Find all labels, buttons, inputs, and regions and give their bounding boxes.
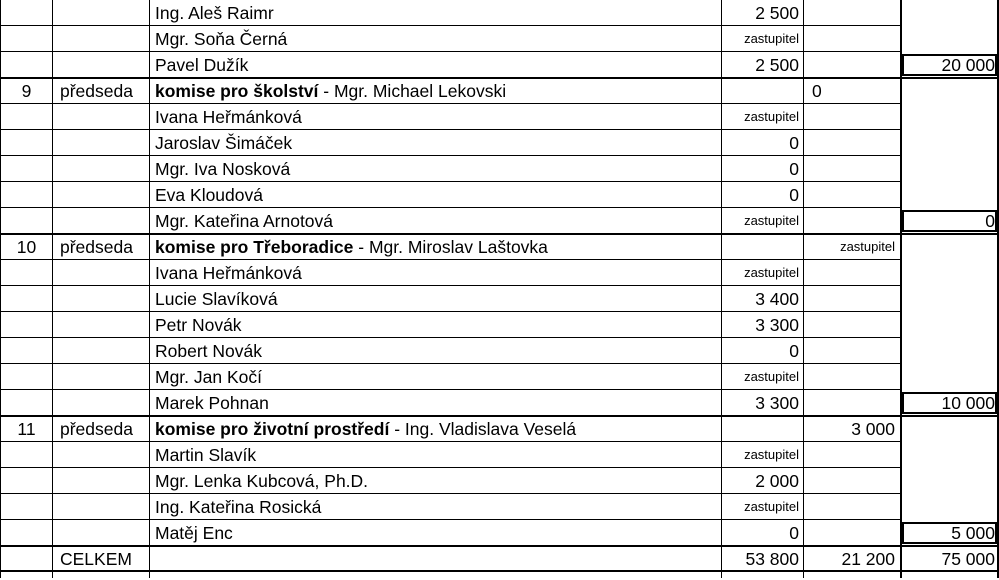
role-cell xyxy=(57,130,149,156)
name-cell: Lucie Slavíková xyxy=(155,289,278,309)
row-number xyxy=(5,182,48,208)
table-row xyxy=(0,208,999,234)
amount-cell: 0 xyxy=(789,159,799,179)
table-row xyxy=(0,182,999,208)
row-number xyxy=(5,0,48,26)
table-row xyxy=(0,520,999,546)
row-number xyxy=(5,338,48,364)
subtotal-cell xyxy=(902,0,998,26)
subtotal-cell xyxy=(902,494,998,520)
table-row xyxy=(0,26,999,52)
subtotal-cell: 0 xyxy=(985,211,995,231)
subtotal-cell xyxy=(902,104,998,130)
role-cell xyxy=(57,156,149,182)
total-row xyxy=(0,546,999,572)
chair-amount-cell xyxy=(806,52,898,78)
name-cell: Mgr. Soňa Černá xyxy=(155,29,288,49)
chair-amount-cell xyxy=(806,208,898,234)
chair-amount-cell: zastupitel xyxy=(840,239,895,254)
name-cell: Martin Slavík xyxy=(155,445,257,465)
row-number: 10 xyxy=(16,237,37,257)
row-number: 9 xyxy=(21,81,32,101)
role-cell xyxy=(57,364,149,390)
subtotal-cell xyxy=(902,78,998,104)
name-cell: Robert Novák xyxy=(155,341,262,361)
subtotal-cell xyxy=(902,182,998,208)
table-row xyxy=(0,0,999,26)
subtotal-cell xyxy=(902,260,998,286)
subtotal-cell xyxy=(902,26,998,52)
chair-amount-cell xyxy=(806,312,898,338)
subtotal-cell xyxy=(902,468,998,494)
chair-amount-cell xyxy=(806,260,898,286)
role-cell xyxy=(57,312,149,338)
role-cell xyxy=(57,0,149,26)
chair-amount-cell xyxy=(806,156,898,182)
row-number xyxy=(5,130,48,156)
subtotal-cell xyxy=(902,286,998,312)
amount-cell xyxy=(724,234,802,260)
amount-cell xyxy=(724,78,802,104)
total-chair-amount: 21 200 xyxy=(841,549,895,569)
total-amount: 53 800 xyxy=(745,549,799,569)
row-number xyxy=(5,286,48,312)
amount-cell: 3 400 xyxy=(755,289,799,309)
name-cell: Petr Novák xyxy=(155,315,242,335)
chair-amount-cell xyxy=(806,338,898,364)
chair-amount-cell xyxy=(806,364,898,390)
name-cell: Pavel Dužík xyxy=(155,55,249,75)
name-cell xyxy=(152,78,720,104)
subtotal-cell: 10 000 xyxy=(941,393,995,413)
role-cell: předseda xyxy=(60,237,133,257)
table-row xyxy=(0,130,999,156)
chair-amount-cell xyxy=(806,468,898,494)
chairperson-name: - Mgr. Miroslav Laštovka xyxy=(353,237,548,257)
subtotal-cell xyxy=(902,416,998,442)
role-cell: předseda xyxy=(60,419,133,439)
name-cell: Mgr. Kateřina Arnotová xyxy=(155,211,334,231)
role-cell xyxy=(57,286,149,312)
role-cell xyxy=(57,182,149,208)
chair-amount-cell xyxy=(806,286,898,312)
amount-cell: zastupitel xyxy=(744,31,799,46)
subtotal-cell xyxy=(902,338,998,364)
subtotal-cell: 20 000 xyxy=(941,55,995,75)
role-cell xyxy=(57,442,149,468)
role-cell xyxy=(57,338,149,364)
name-cell: Mgr. Iva Nosková xyxy=(155,159,291,179)
row-number xyxy=(5,156,48,182)
amount-cell: 2 500 xyxy=(755,55,799,75)
amount-cell: zastupitel xyxy=(744,265,799,280)
amount-cell: 0 xyxy=(789,185,799,205)
row-number xyxy=(5,104,48,130)
chairperson-name: - Ing. Vladislava Veselá xyxy=(389,419,577,439)
table-row xyxy=(0,312,999,338)
row-number xyxy=(5,442,48,468)
name-cell: Ivana Heřmánková xyxy=(155,107,302,127)
role-cell xyxy=(57,104,149,130)
amount-cell: zastupitel xyxy=(744,369,799,384)
name-cell: Ing. Aleš Raimr xyxy=(155,3,274,23)
amount-cell: 2 000 xyxy=(755,471,799,491)
table-row xyxy=(0,156,999,182)
name-cell: Ing. Kateřina Rosická xyxy=(155,497,322,517)
table-row xyxy=(0,364,999,390)
table-row xyxy=(0,468,999,494)
row-number xyxy=(5,208,48,234)
role-cell: předseda xyxy=(60,81,133,101)
name-cell xyxy=(152,416,720,442)
amount-cell xyxy=(724,416,802,442)
chair-amount-cell: 3 000 xyxy=(851,419,895,439)
total-label: CELKEM xyxy=(60,549,132,569)
chair-amount-cell xyxy=(806,182,898,208)
committee-name: komise pro Třeboradice xyxy=(155,237,354,257)
row-number xyxy=(5,364,48,390)
chair-amount-cell xyxy=(806,390,898,416)
row-number xyxy=(5,494,48,520)
role-cell xyxy=(57,260,149,286)
chair-amount-cell xyxy=(806,130,898,156)
amount-cell: 0 xyxy=(789,341,799,361)
chairperson-name: - Mgr. Michael Lekovski xyxy=(318,81,507,101)
chair-amount-cell: 0 xyxy=(812,81,822,101)
name-cell: Ivana Heřmánková xyxy=(155,263,302,283)
row-number xyxy=(5,468,48,494)
name-cell: Matěj Enc xyxy=(155,523,233,543)
table-row xyxy=(0,104,999,130)
name-cell: Mgr. Jan Kočí xyxy=(155,367,262,387)
name-cell: Mgr. Lenka Kubcová, Ph.D. xyxy=(155,471,369,491)
role-cell xyxy=(57,52,149,78)
role-cell xyxy=(57,468,149,494)
table-row xyxy=(0,234,999,260)
subtotal-cell xyxy=(902,130,998,156)
table-row xyxy=(0,52,999,78)
committee-name: komise pro životní prostředí xyxy=(155,419,390,439)
amount-cell: 0 xyxy=(789,133,799,153)
table-row xyxy=(0,494,999,520)
grand-total: 75 000 xyxy=(941,549,995,569)
amount-cell: zastupitel xyxy=(744,109,799,124)
amount-cell: zastupitel xyxy=(744,213,799,228)
row-number xyxy=(5,390,48,416)
name-cell: Jaroslav Šimáček xyxy=(155,133,293,153)
subtotal-cell xyxy=(902,312,998,338)
chair-amount-cell xyxy=(806,520,898,546)
role-cell xyxy=(57,520,149,546)
role-cell xyxy=(57,494,149,520)
row-number xyxy=(5,260,48,286)
table-row xyxy=(0,338,999,364)
amount-cell: 2 500 xyxy=(755,3,799,23)
table-row xyxy=(0,390,999,416)
grid-line xyxy=(0,570,999,572)
row-number xyxy=(5,520,48,546)
amount-cell: 3 300 xyxy=(755,393,799,413)
table-row xyxy=(0,442,999,468)
name-cell xyxy=(152,234,720,260)
name-cell: Eva Kloudová xyxy=(155,185,263,205)
amount-cell: 0 xyxy=(789,523,799,543)
row-number xyxy=(5,52,48,78)
subtotal-cell xyxy=(902,442,998,468)
name-cell: Marek Pohnan xyxy=(155,393,269,413)
subtotal-cell xyxy=(902,234,998,260)
chair-amount-cell xyxy=(806,0,898,26)
chair-amount-cell xyxy=(806,26,898,52)
role-cell xyxy=(57,208,149,234)
role-cell xyxy=(57,390,149,416)
row-number: 11 xyxy=(17,419,36,439)
chair-amount-cell xyxy=(806,104,898,130)
row-number xyxy=(5,312,48,338)
subtotal-cell xyxy=(902,364,998,390)
committee-name: komise pro školství xyxy=(155,81,319,101)
amount-cell: 3 300 xyxy=(755,315,799,335)
table-row xyxy=(0,78,999,104)
amount-cell: zastupitel xyxy=(744,499,799,514)
subtotal-cell: 5 000 xyxy=(951,523,995,543)
chair-amount-cell xyxy=(806,494,898,520)
role-cell xyxy=(57,26,149,52)
table-row xyxy=(0,260,999,286)
subtotal-cell xyxy=(902,156,998,182)
table-row xyxy=(0,416,999,442)
chair-amount-cell xyxy=(806,442,898,468)
row-number xyxy=(5,26,48,52)
amount-cell: zastupitel xyxy=(744,447,799,462)
table-row xyxy=(0,286,999,312)
